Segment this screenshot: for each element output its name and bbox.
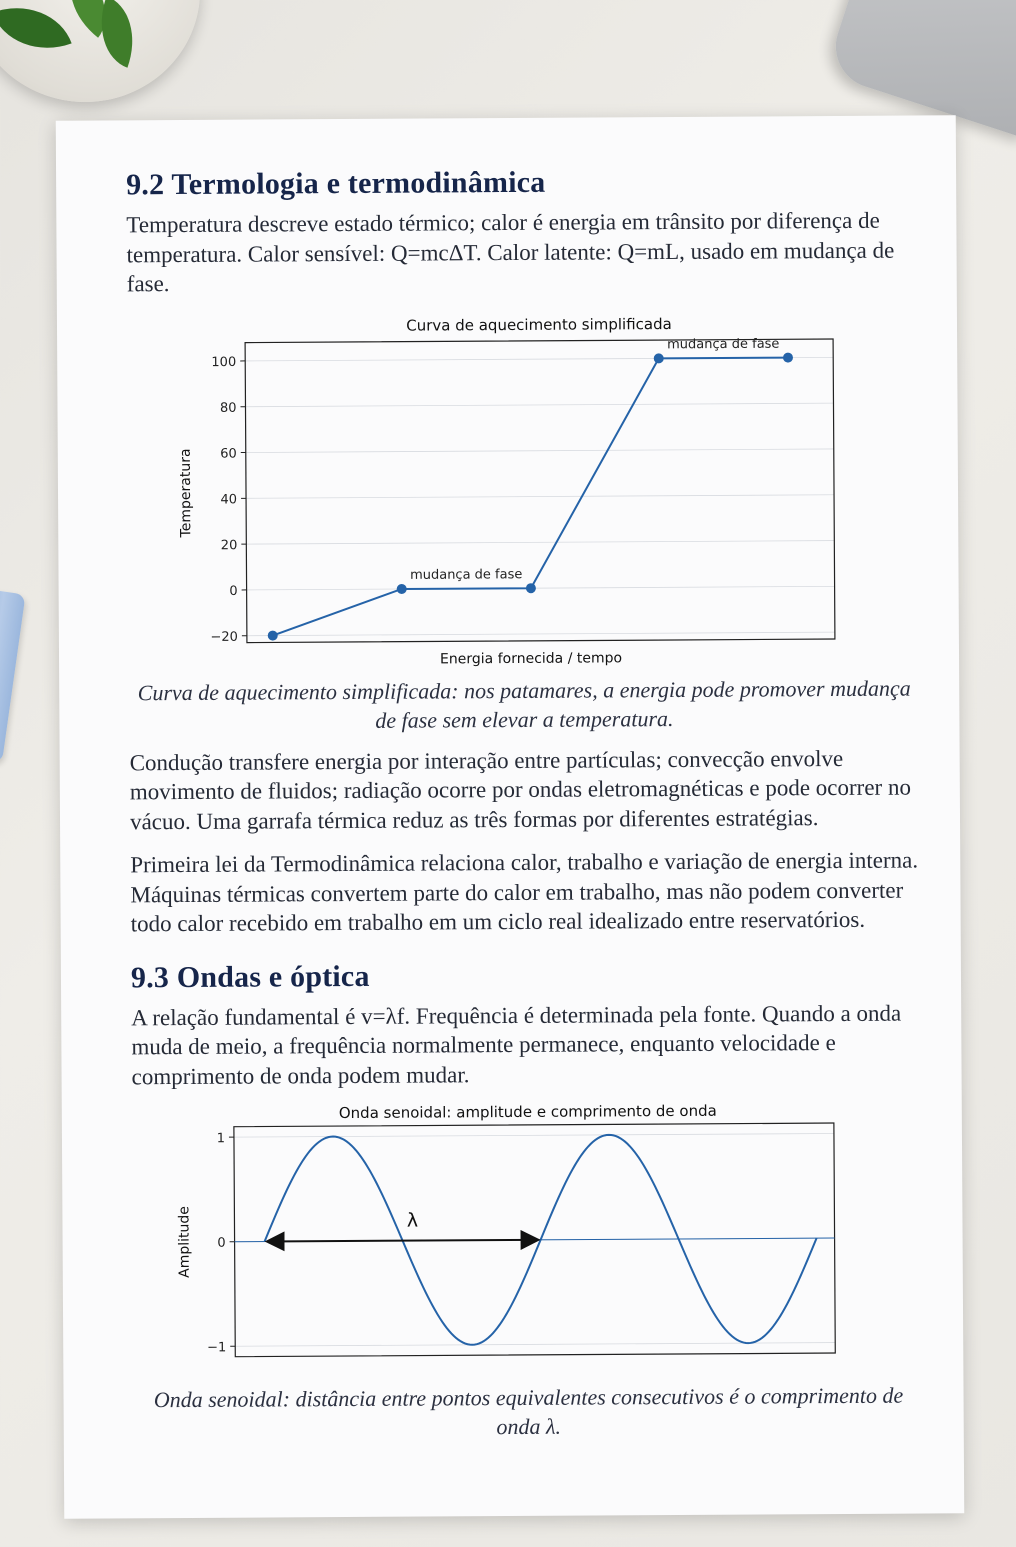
paragraph-primeira-lei: Primeira lei da Termodinâmica relaciona calor, trabalho e variação de energia interna. Máquinas térmicas convertem parte do calor em trabalho, mas não podem converter todo calor recebido em trabalho em um ciclo real idealizado entre reservatórios. [130,847,919,937]
y-tick-label: 100 [211,354,237,370]
chart-title: Onda senoidal: amplitude e comprimento de onda [338,1101,717,1123]
chart-title: Curva de aquecimento simplificada [406,314,672,335]
section-heading-termologia: 9.2 Termologia e termodinâmica [126,165,546,202]
heating-curve-chart [127,308,919,673]
gridline [247,586,835,590]
section-heading-ondas: 9.3 Ondas e óptica [130,959,370,994]
gridline [234,1133,834,1137]
wavelength-arrow [267,1240,539,1242]
y-tick-label: 60 [220,446,237,462]
document-page [56,115,965,1518]
data-point [783,352,793,362]
highlighter-marker [0,587,26,763]
data-point [526,583,536,593]
data-point [268,630,278,640]
y-tick-label: −20 [210,629,238,645]
heating-curve-figure [127,308,919,678]
y-tick-label: 0 [229,583,238,599]
gridline [245,403,833,407]
series-line-amplitude [264,1134,817,1346]
gridline [246,540,834,544]
y-axis-label: Temperatura [177,447,195,538]
y-tick-label: 80 [219,400,237,416]
sine-wave-caption: Onda senoidal: distância entre pontos equivalentes consecutivos é o comprimento de onda λ. [153,1382,904,1440]
y-tick-label: 40 [220,491,238,507]
y-tick-label: 20 [220,537,238,553]
x-axis-label: Energia fornecida / tempo [439,649,623,667]
y-tick-label: 1 [216,1131,226,1147]
heating-curve-caption: Curva de aquecimento simplificada: nos patamares, a energia pode promover mudança de fase sem elevar a temperatura. [137,675,911,733]
gridline [247,632,835,636]
y-tick-label: −1 [207,1340,227,1356]
plot-frame [245,339,835,643]
annotation-mudanca-de-fase: mudança de fase [667,336,780,352]
annotation-mudanca-de-fase: mudança de fase [410,566,523,583]
y-tick-label: 0 [217,1235,226,1251]
page-content [126,164,924,1456]
data-point [397,583,407,593]
gridline [246,448,834,452]
y-axis-label: Amplitude [176,1206,193,1278]
gridline [246,494,834,498]
sine-wave-figure [132,1100,924,1385]
paragraph-conducao: Condução transfere energia por interação entre partículas; convecção envolve movimento de fluidos; radiação ocorre por ondas eletromagnéticas e pode ocorrer no vácuo. Uma garrafa térmica reduz as três formas por diferentes estratégias. [129,745,911,834]
data-point [654,353,664,363]
paragraph-relacao-fundamental: A relação fundamental é v=λf. Frequência é determinada pela fonte. Quando a onda muda de meio, a frequência normalmente permanece, enquanto velocidade e comprimento de onda podem mudar. [131,1000,902,1089]
paragraph-temperatura: Temperatura descreve estado térmico; calor é energia em trânsito por diferença de temperatura. Calor sensível: Q=mcΔT. Calor latente: Q=mL, usado em mudança de fase. [126,207,895,297]
sine-wave-chart [132,1100,924,1380]
wavelength-label: λ [406,1209,419,1232]
